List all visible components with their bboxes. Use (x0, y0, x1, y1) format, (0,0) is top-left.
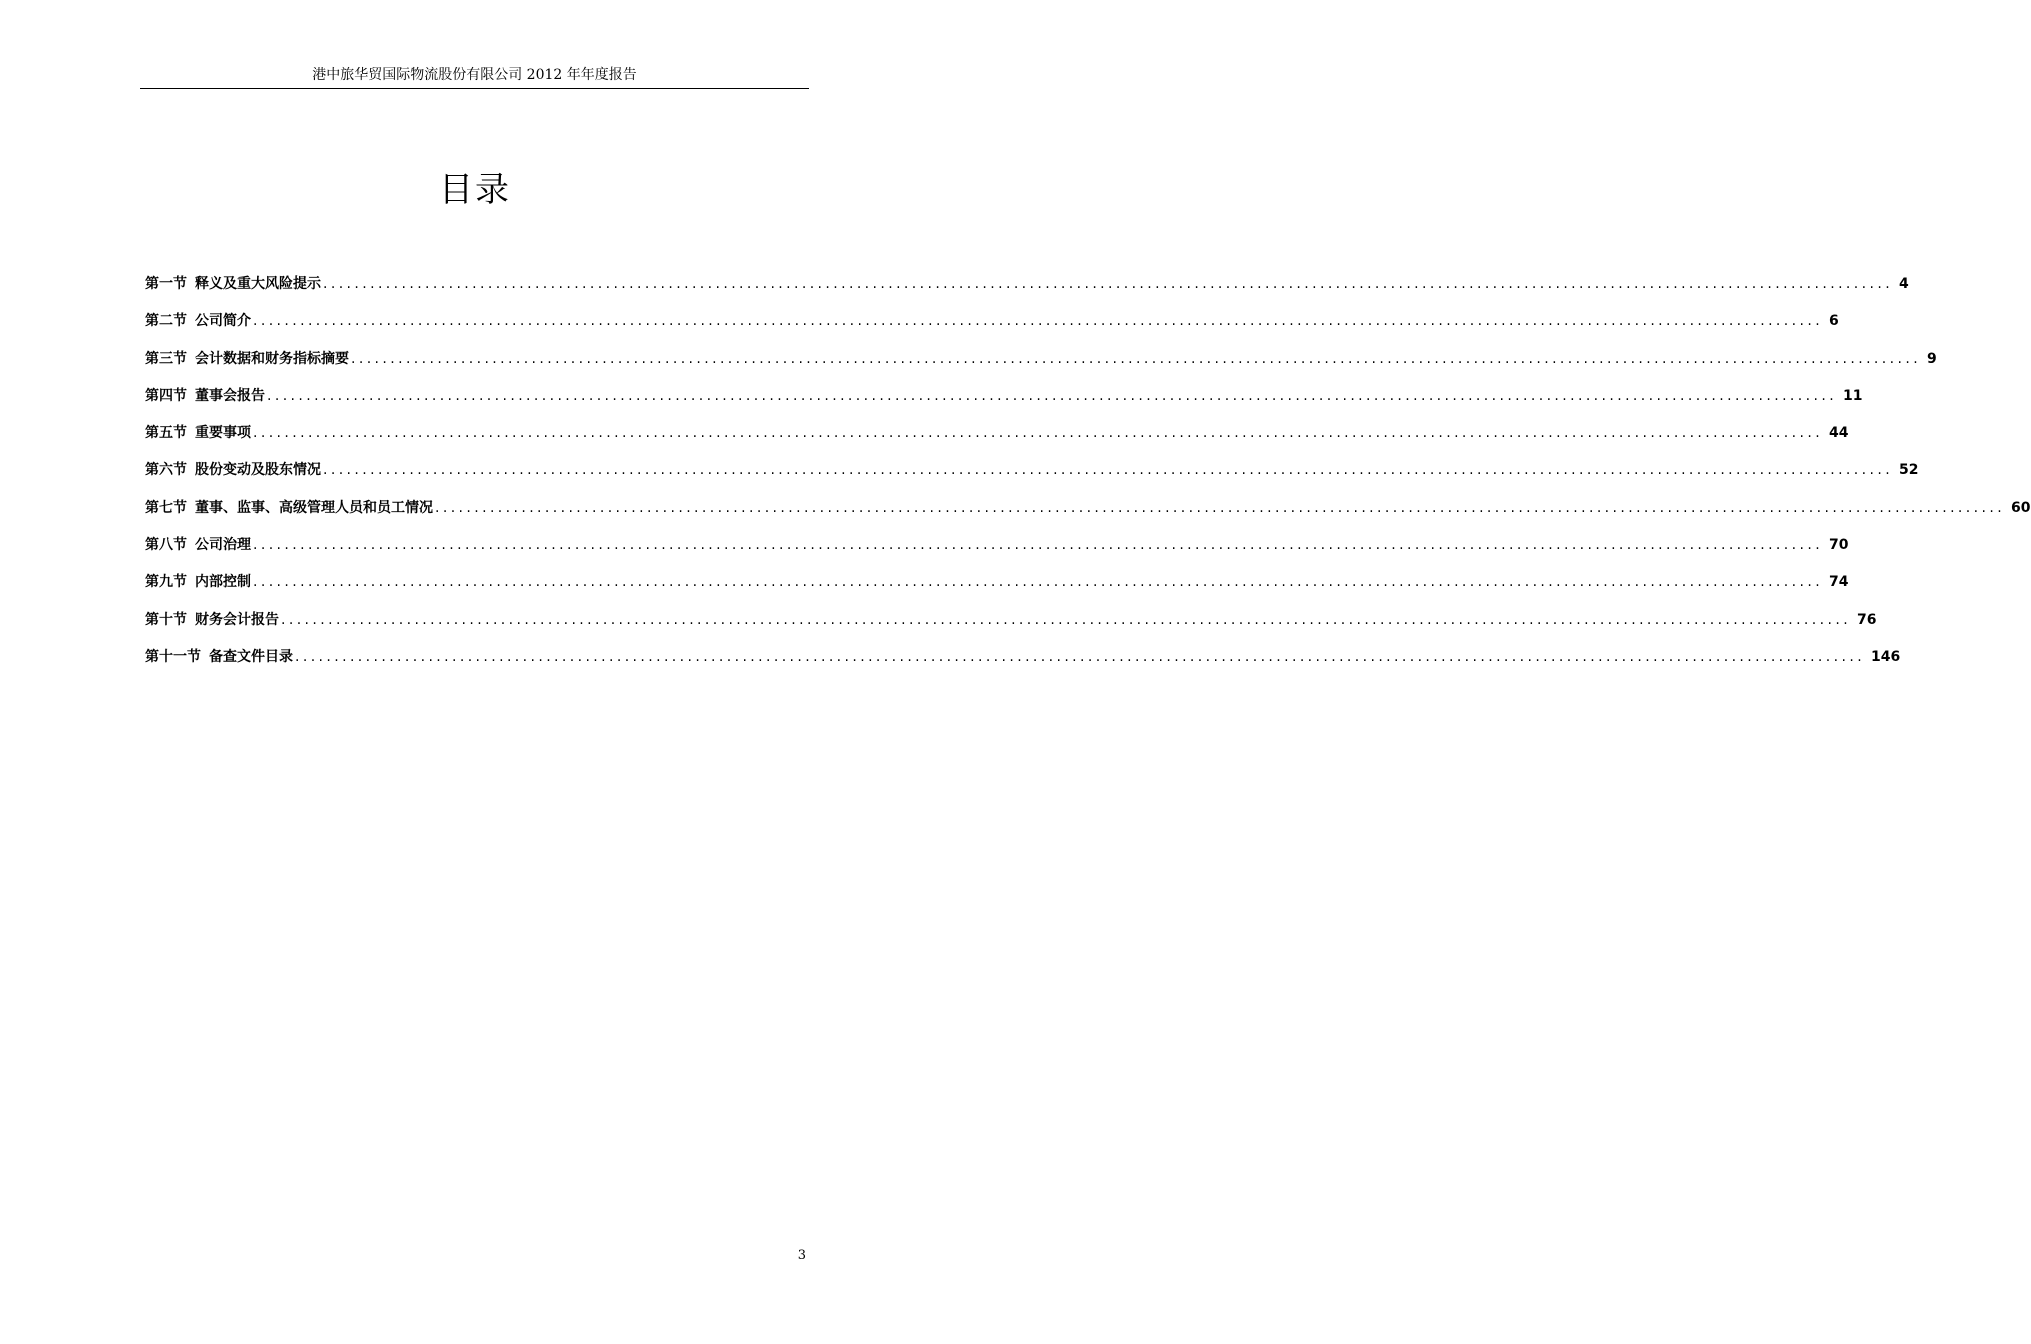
toc-section-title: 会计数据和财务指标摘要 (195, 350, 349, 367)
toc-entry-label (145, 460, 321, 480)
dot-leader: ........................................................................................................................................................................................................ (435, 499, 2006, 516)
dot-leader: ........................................................................................................................................................................................................ (253, 537, 1824, 554)
toc-entry-label (145, 610, 279, 630)
toc-page-number: 76 (1857, 611, 1877, 628)
toc-section-title: 股份变动及股东情况 (195, 462, 321, 479)
toc-entry-label (145, 572, 251, 592)
toc-entry-5[interactable] (145, 423, 1849, 460)
toc-entry-label (145, 386, 265, 406)
toc-entry-label (145, 423, 251, 443)
toc-entry-3[interactable] (145, 349, 1937, 386)
toc-page-number: 9 (1927, 350, 1937, 367)
toc-entry-10[interactable] (145, 610, 1877, 647)
dot-leader: ........................................................................................................................................................................................................ (351, 350, 1922, 367)
dot-leader: ........................................................................................................................................................................................................ (253, 574, 1824, 591)
toc-section-title: 内部控制 (195, 574, 251, 591)
toc-section-title: 公司简介 (195, 313, 251, 330)
dot-leader: ........................................................................................................................................................................................................ (323, 462, 1894, 479)
toc-page-number: 74 (1829, 574, 1849, 591)
toc-entry-label (145, 647, 293, 667)
toc-section-number: 第八节 (145, 537, 187, 554)
page-number: 3 (797, 1248, 806, 1263)
toc-entry-11[interactable] (145, 647, 1901, 684)
toc-section-number: 第九节 (145, 574, 187, 591)
toc-section-number: 第二节 (145, 313, 187, 330)
toc-page-number: 70 (1829, 537, 1849, 554)
toc-page-number: 44 (1829, 425, 1849, 442)
toc-entry-9[interactable] (145, 572, 1849, 609)
toc-section-number: 第三节 (145, 350, 187, 367)
toc-section-title: 备查文件目录 (209, 648, 293, 665)
table-of-contents (145, 274, 2031, 684)
dot-leader: ........................................................................................................................................................................................................ (323, 276, 1894, 292)
toc-entry-label (145, 311, 251, 331)
toc-section-number: 第四节 (145, 387, 187, 404)
toc-entry-8[interactable] (145, 535, 1849, 572)
toc-page-number: 11 (1843, 387, 1863, 404)
toc-section-number: 第十节 (145, 611, 187, 628)
toc-entry-label (145, 349, 349, 369)
toc-section-title: 财务会计报告 (195, 611, 279, 628)
toc-entry-6[interactable] (145, 460, 1919, 497)
toc-entry-1[interactable] (145, 274, 1909, 311)
toc-title: 目录 (439, 170, 511, 210)
dot-leader: ........................................................................................................................................................................................................ (267, 387, 1838, 404)
toc-section-number: 第五节 (145, 425, 187, 442)
running-header: 港中旅华贸国际物流股份有限公司 2012 年年度报告 (312, 67, 637, 83)
toc-entry-label (145, 535, 251, 555)
toc-entry-label (145, 274, 321, 294)
dot-leader: ........................................................................................................................................................................................................ (281, 611, 1852, 628)
toc-section-title: 董事、监事、高级管理人员和员工情况 (195, 499, 433, 516)
toc-page-number: 6 (1829, 313, 1839, 330)
toc-section-number: 第六节 (145, 462, 187, 479)
toc-section-number: 第七节 (145, 499, 187, 516)
toc-entry-7[interactable] (145, 498, 2031, 535)
toc-section-title: 公司治理 (195, 537, 251, 554)
toc-entry-4[interactable] (145, 386, 1863, 423)
toc-section-title: 释义及重大风险提示 (195, 276, 321, 292)
dot-leader: ........................................................................................................................................................................................................ (253, 313, 1824, 330)
toc-entry-label (145, 498, 433, 518)
header-divider (140, 88, 809, 89)
toc-section-number: 第一节 (145, 276, 187, 292)
toc-page-number: 4 (1899, 276, 1909, 292)
toc-section-number: 第十一节 (145, 648, 201, 665)
toc-section-title: 董事会报告 (195, 387, 265, 404)
toc-page-number: 60 (2011, 499, 2031, 516)
toc-entry-2[interactable] (145, 311, 1839, 348)
dot-leader: ........................................................................................................................................................................................................ (295, 648, 1866, 665)
toc-page-number: 146 (1871, 648, 1901, 665)
toc-page-number: 52 (1899, 462, 1919, 479)
dot-leader: ........................................................................................................................................................................................................ (253, 425, 1824, 442)
toc-section-title: 重要事项 (195, 425, 251, 442)
